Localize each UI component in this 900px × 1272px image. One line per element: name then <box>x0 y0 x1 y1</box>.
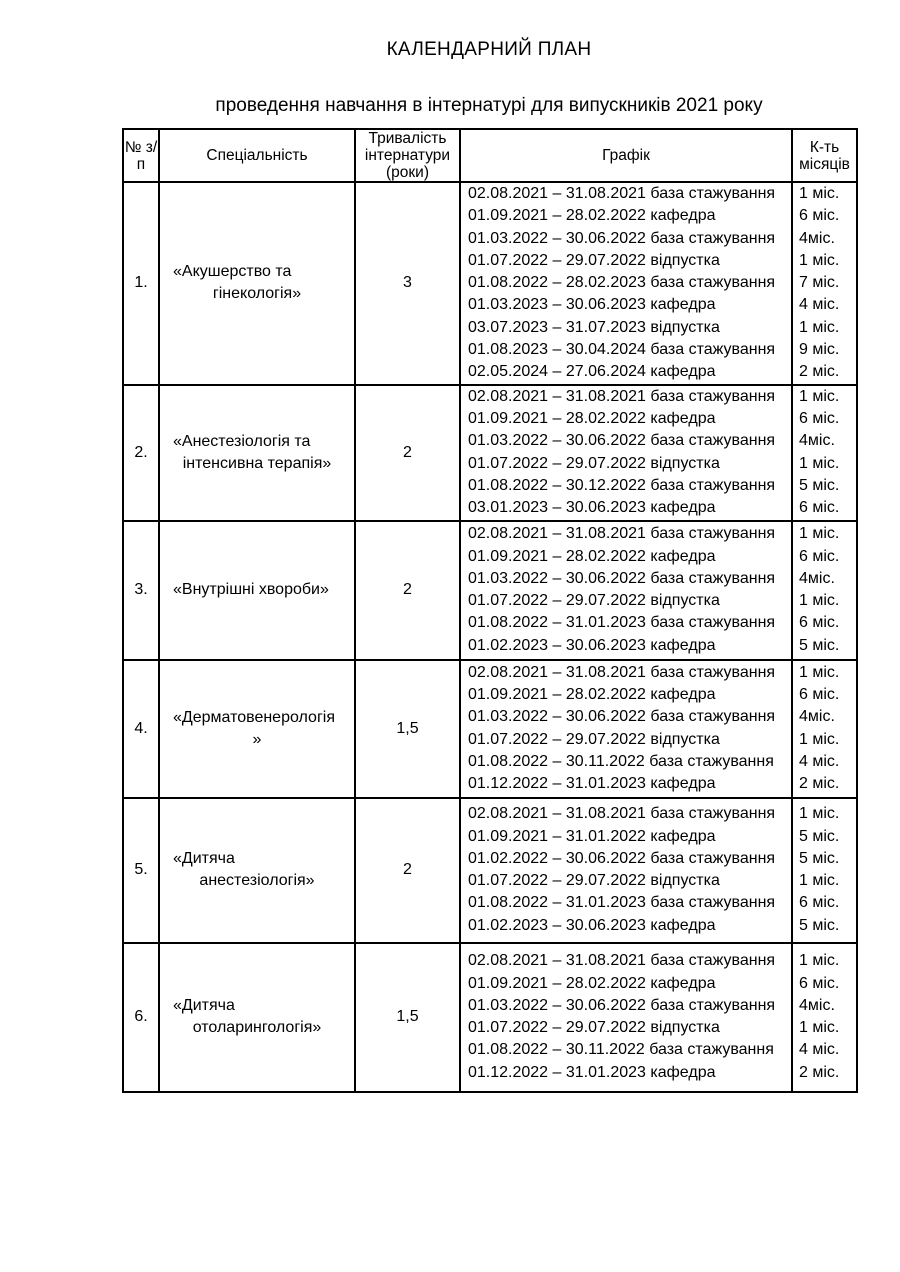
schedule-period: 02.08.2021 – 31.08.2021 база стажування <box>468 185 776 202</box>
duration-cell <box>355 182 460 385</box>
duration-cell <box>355 798 460 943</box>
schedule-period: 01.08.2022 – 30.11.2022 база стажування <box>468 1041 774 1059</box>
months-value: 4міс. <box>799 708 835 726</box>
schedule-period: 02.08.2021 – 31.08.2021 база стажування <box>468 805 776 823</box>
months-cell <box>792 798 857 943</box>
specialty-line: інтенсивна терапія» <box>182 454 332 472</box>
months-value: 5 міс. <box>799 849 840 867</box>
schedule-cell <box>460 798 792 943</box>
months-value: 1 міс. <box>799 251 840 269</box>
col-header-duration: Тривалість інтернатури (роки) <box>355 129 460 182</box>
specialty-cell <box>159 943 355 1092</box>
schedule-period: 01.07.2022 – 29.07.2022 відпустка <box>468 1019 720 1037</box>
document-page <box>122 38 856 1093</box>
schedule-period: 01.09.2021 – 28.02.2022 кафедра <box>468 686 716 704</box>
table-row <box>123 521 857 660</box>
months-value: 1 міс. <box>799 730 840 748</box>
schedule-period: 02.05.2024 – 27.06.2024 кафедра <box>468 363 716 381</box>
schedule-cell <box>460 660 792 798</box>
months-value: 1 міс. <box>799 592 840 610</box>
schedule-period: 02.08.2021 – 31.08.2021 база стажування <box>468 387 776 405</box>
months-cell <box>792 660 857 798</box>
schedule-period: 03.01.2023 – 30.06.2023 кафедра <box>468 499 716 517</box>
months-value: 1 міс. <box>799 318 840 336</box>
duration-value: 1,5 <box>396 1008 419 1026</box>
months-value: 1 міс. <box>799 387 840 405</box>
duration-cell <box>355 943 460 1092</box>
specialty-cell <box>159 182 355 385</box>
schedule-period: 02.08.2021 – 31.08.2021 база стажування <box>468 663 776 681</box>
row-number-cell <box>123 943 159 1092</box>
duration-value: 2 <box>403 581 412 599</box>
schedule-period: 01.07.2022 – 29.07.2022 відпустка <box>468 730 720 748</box>
months-value: 9 міс. <box>799 341 840 359</box>
specialty-line: «Дитяча <box>173 997 235 1015</box>
months-value: 4міс. <box>799 996 835 1014</box>
months-value: 4 міс. <box>799 752 840 770</box>
row-number: 4. <box>134 719 148 737</box>
schedule-period: 01.12.2022 – 31.01.2023 кафедра <box>468 1063 716 1081</box>
row-number: 6. <box>134 1008 148 1026</box>
months-value: 6 міс. <box>799 547 840 565</box>
schedule-period: 01.08.2022 – 28.02.2023 база стажування <box>468 274 776 292</box>
schedule-period: 01.09.2021 – 28.02.2022 кафедра <box>468 207 716 225</box>
schedule-period: 01.08.2022 – 30.11.2022 база стажування <box>468 752 774 770</box>
months-cell <box>792 943 857 1092</box>
schedule-period: 01.07.2022 – 29.07.2022 відпустка <box>468 454 720 472</box>
schedule-period: 03.07.2023 – 31.07.2023 відпустка <box>468 318 720 336</box>
schedule-period: 01.03.2022 – 30.06.2022 база стажування <box>468 708 776 726</box>
schedule-period: 01.02.2022 – 30.06.2022 база стажування <box>468 849 776 867</box>
row-number: 1. <box>134 274 148 292</box>
row-number-cell <box>123 660 159 798</box>
schedule-period: 01.03.2022 – 30.06.2022 база стажування <box>468 996 776 1014</box>
schedule-cell <box>460 521 792 660</box>
months-value: 5 міс. <box>799 827 840 845</box>
row-number-cell <box>123 385 159 521</box>
specialty-line: «Акушерство та <box>173 263 292 281</box>
schedule-period: 01.03.2023 – 30.06.2023 кафедра <box>468 296 716 314</box>
duration-cell <box>355 385 460 521</box>
calendar-plan-table <box>122 128 858 1093</box>
months-value: 2 міс. <box>799 363 840 381</box>
schedule-period: 01.02.2023 – 30.06.2023 кафедра <box>468 636 716 654</box>
months-value: 5 міс. <box>799 636 840 654</box>
schedule-cell <box>460 385 792 521</box>
schedule-period: 01.02.2023 – 30.06.2023 кафедра <box>468 916 716 934</box>
months-value: 6 міс. <box>799 207 840 225</box>
duration-value: 3 <box>403 274 412 292</box>
schedule-period: 01.08.2022 – 30.12.2022 база стажування <box>468 476 776 494</box>
row-number-cell <box>123 182 159 385</box>
months-value: 5 міс. <box>799 476 840 494</box>
months-value: 1 міс. <box>799 525 840 543</box>
schedule-period: 01.03.2022 – 30.06.2022 база стажування <box>468 229 776 247</box>
specialty-cell <box>159 385 355 521</box>
duration-cell <box>355 660 460 798</box>
months-value: 1 міс. <box>799 663 840 681</box>
months-value: 4 міс. <box>799 296 840 314</box>
months-value: 1 міс. <box>799 952 840 970</box>
schedule-cell <box>460 943 792 1092</box>
schedule-period: 01.12.2022 – 31.01.2023 кафедра <box>468 775 716 793</box>
schedule-period: 02.08.2021 – 31.08.2021 база стажування <box>468 952 776 970</box>
schedule-period: 01.09.2021 – 28.02.2022 кафедра <box>468 974 716 992</box>
months-value: 4міс. <box>799 569 835 587</box>
schedule-period: 01.08.2022 – 31.01.2023 база стажування <box>468 614 776 632</box>
schedule-period: 01.09.2021 – 31.01.2022 кафедра <box>468 827 716 845</box>
schedule-period: 01.09.2021 – 28.02.2022 кафедра <box>468 547 716 565</box>
schedule-period: 01.03.2022 – 30.06.2022 база стажування <box>468 432 776 450</box>
months-value: 7 міс. <box>799 274 840 292</box>
row-number: 5. <box>134 861 148 879</box>
page-subtitle: проведення навчання в інтернатурі для випускників 2021 року <box>215 95 763 116</box>
months-value: 6 міс. <box>799 499 840 517</box>
schedule-period: 01.07.2022 – 29.07.2022 відпустка <box>468 251 720 269</box>
row-number-cell <box>123 798 159 943</box>
months-value: 4міс. <box>799 432 835 450</box>
col-header-months: К-ть місяців <box>792 129 857 182</box>
months-cell <box>792 182 857 385</box>
schedule-cell <box>460 182 792 385</box>
months-value: 6 міс. <box>799 410 840 428</box>
header-row <box>123 129 857 182</box>
months-cell <box>792 521 857 660</box>
specialty-cell <box>159 521 355 660</box>
months-value: 6 міс. <box>799 894 840 912</box>
months-value: 1 міс. <box>799 1019 840 1037</box>
duration-cell <box>355 521 460 660</box>
specialty-line: «Внутрішні хвороби» <box>173 581 329 599</box>
schedule-period: 01.09.2021 – 28.02.2022 кафедра <box>468 410 716 428</box>
specialty-line: » <box>252 730 262 748</box>
col-header-num: № з/п <box>123 129 159 182</box>
months-value: 1 міс. <box>799 185 840 202</box>
months-value: 2 міс. <box>799 1063 840 1081</box>
months-value: 5 міс. <box>799 916 840 934</box>
col-header-specialty: Спеціальність <box>159 129 355 182</box>
specialty-line: «Анестезіологія та <box>173 432 311 450</box>
duration-value: 1,5 <box>396 719 419 737</box>
specialty-cell <box>159 660 355 798</box>
table-row <box>123 660 857 798</box>
table-row <box>123 798 857 943</box>
specialty-line: гінекологія» <box>212 285 302 303</box>
duration-value: 2 <box>403 861 412 879</box>
row-number-cell <box>123 521 159 660</box>
months-value: 1 міс. <box>799 872 840 890</box>
specialty-line: отоларингологія» <box>192 1019 322 1037</box>
duration-value: 2 <box>403 443 412 461</box>
months-value: 1 міс. <box>799 454 840 472</box>
schedule-period: 01.07.2022 – 29.07.2022 відпустка <box>468 592 720 610</box>
col-header-schedule: Графік <box>460 129 792 182</box>
months-value: 6 міс. <box>799 686 840 704</box>
table-row <box>123 943 857 1092</box>
schedule-period: 01.08.2022 – 31.01.2023 база стажування <box>468 894 776 912</box>
schedule-period: 01.03.2022 – 30.06.2022 база стажування <box>468 569 776 587</box>
row-number: 2. <box>134 443 148 461</box>
months-value: 6 міс. <box>799 974 840 992</box>
months-value: 2 міс. <box>799 775 840 793</box>
schedule-period: 01.07.2022 – 29.07.2022 відпустка <box>468 872 720 890</box>
specialty-cell <box>159 798 355 943</box>
months-value: 6 міс. <box>799 614 840 632</box>
schedule-period: 02.08.2021 – 31.08.2021 база стажування <box>468 525 776 543</box>
page-title: КАЛЕНДАРНИЙ ПЛАН <box>386 39 592 60</box>
months-value: 4міс. <box>799 229 835 247</box>
schedule-period: 01.08.2023 – 30.04.2024 база стажування <box>468 341 776 359</box>
specialty-line: анестезіологія» <box>199 872 315 890</box>
table-row <box>123 182 857 385</box>
table-row <box>123 385 857 521</box>
months-value: 1 міс. <box>799 805 840 823</box>
months-value: 4 міс. <box>799 1041 840 1059</box>
specialty-line: «Дерматовенерологія <box>173 708 335 726</box>
specialty-line: «Дитяча <box>173 850 235 868</box>
row-number: 3. <box>134 581 148 599</box>
months-cell <box>792 385 857 521</box>
